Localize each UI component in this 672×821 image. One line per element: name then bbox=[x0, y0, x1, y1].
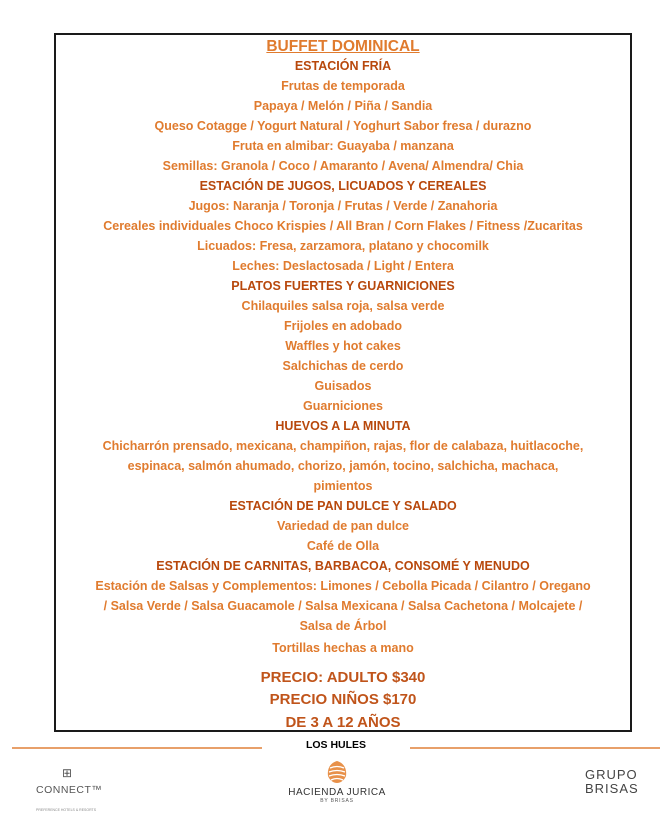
menu-item: Chicharrón prensado, mexicana, champiñon, rajas, flor de calabaza, huitlacoche, bbox=[102, 439, 584, 453]
menu-item: Licuados: Fresa, zarzamora, platano y chocomilk bbox=[197, 239, 489, 253]
menu-box bbox=[54, 33, 632, 732]
footer-rule-right bbox=[410, 747, 660, 749]
connect-icon: ⊞ bbox=[61, 766, 73, 780]
price-kids: PRECIO NIÑOS $170 bbox=[269, 691, 417, 708]
menu-item: Variedad de pan dulce bbox=[277, 519, 409, 533]
menu-item: Queso Cotagge / Yogurt Natural / Yoghurt Sabor fresa / durazno bbox=[154, 119, 532, 133]
menu-title: BUFFET DOMINICAL bbox=[266, 38, 420, 55]
menu-item: espinaca, salmón ahumado, chorizo, jamón, tocino, salchicha, machaca, bbox=[127, 459, 559, 473]
menu-item: Frutas de temporada bbox=[281, 79, 405, 93]
section-heading: PLATOS FUERTES Y GUARNICIONES bbox=[231, 279, 455, 293]
menu-item: Fruta en almibar: Guayaba / manzana bbox=[232, 139, 454, 153]
menu-item: / Salsa Verde / Salsa Guacamole / Salsa Mexicana / Salsa Cachetona / Molcajete / bbox=[103, 599, 583, 613]
grupo-line1: GRUPO bbox=[585, 767, 638, 782]
section-heading: HUEVOS A LA MINUTA bbox=[275, 419, 411, 433]
menu-item: Semillas: Granola / Coco / Amaranto / Avena/ Almendra/ Chia bbox=[162, 159, 524, 173]
menu-item: Waffles y hot cakes bbox=[285, 339, 401, 353]
venue-name: LOS HULES bbox=[305, 739, 367, 751]
menu-item: Chilaquiles salsa roja, salsa verde bbox=[241, 299, 445, 313]
menu-item: Leches: Deslactosada / Light / Entera bbox=[232, 259, 454, 273]
section-heading: ESTACIÓN FRÍA bbox=[294, 59, 392, 73]
menu-item: Guarniciones bbox=[303, 399, 383, 413]
connect-logo: ⊞ CONNECT™ PREFERENCE HOTELS & RESORTS bbox=[36, 766, 103, 812]
menu-item: Cereales individuales Choco Krispies / All Bran / Corn Flakes / Fitness /Zucaritas bbox=[103, 219, 583, 233]
menu-item: Estación de Salsas y Complementos: Limones / Cebolla Picada / Cilantro / Oregano bbox=[95, 579, 591, 593]
shell-icon bbox=[326, 760, 348, 784]
grupo-brisas-logo bbox=[585, 768, 645, 796]
menu-item: Salchichas de cerdo bbox=[282, 359, 404, 373]
section-heading: ESTACIÓN DE CARNITAS, BARBACOA, CONSOMÉ Y MENUDO bbox=[156, 559, 530, 573]
price-adult: PRECIO: ADULTO $340 bbox=[260, 669, 426, 686]
section-heading: ESTACIÓN DE PAN DULCE Y SALADO bbox=[229, 499, 457, 513]
menu-item: Café de Olla bbox=[306, 539, 380, 553]
menu-item: Tortillas hechas a mano bbox=[272, 641, 414, 655]
menu-item: pimientos bbox=[313, 479, 373, 493]
menu-item: Salsa de Árbol bbox=[299, 619, 387, 633]
grupo-line2: BRISAS bbox=[585, 781, 639, 796]
hacienda-logo bbox=[285, 760, 389, 804]
price-age-range: DE 3 A 12 AÑOS bbox=[285, 714, 401, 731]
connect-label: CONNECT bbox=[36, 784, 92, 796]
footer-rule-left bbox=[12, 747, 262, 749]
menu-item: Jugos: Naranja / Toronja / Frutas / Verde / Zanahoria bbox=[188, 199, 498, 213]
connect-tagline: PREFERENCE HOTELS & RESORTS bbox=[36, 808, 97, 812]
hacienda-sub: BY BRISAS bbox=[320, 798, 354, 804]
menu-item: Papaya / Melón / Piña / Sandia bbox=[253, 99, 433, 113]
menu-item: Guisados bbox=[314, 379, 372, 393]
menu-item: Frijoles en adobado bbox=[283, 319, 403, 333]
section-heading: ESTACIÓN DE JUGOS, LICUADOS Y CEREALES bbox=[199, 179, 487, 193]
hacienda-label: HACIENDA JURICA bbox=[288, 787, 386, 798]
